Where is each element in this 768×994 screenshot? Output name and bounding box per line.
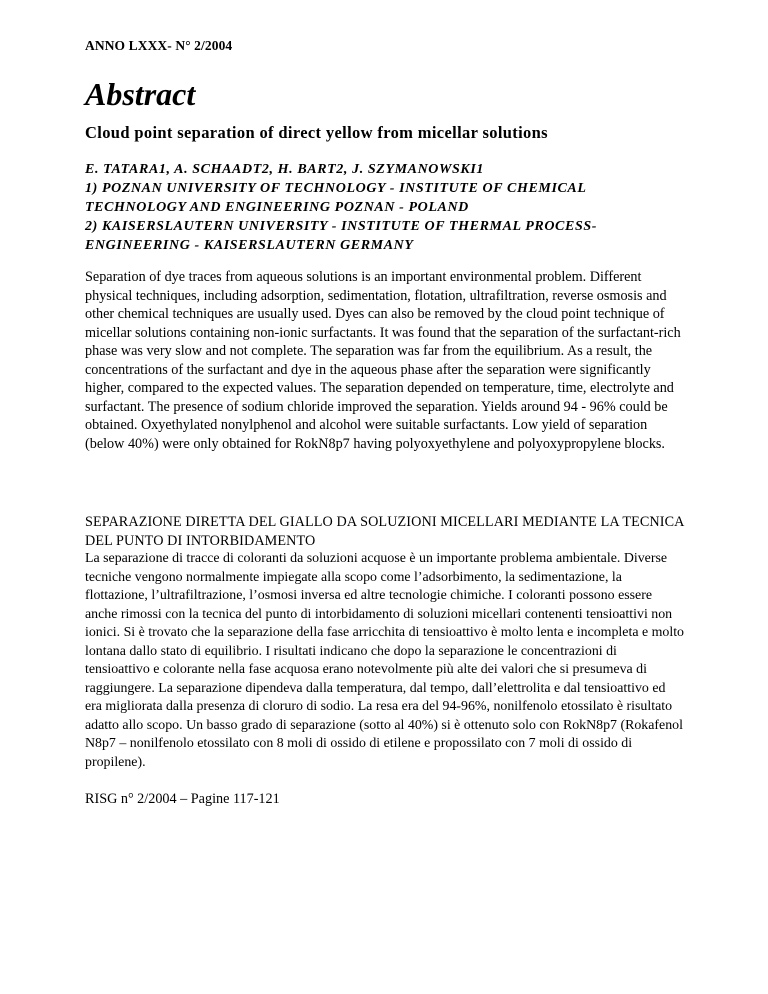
authors-block (85, 160, 685, 255)
issue-header: ANNO LXXX- N° 2/2004 (85, 38, 233, 53)
affiliation-line: ENGINEERING - KAISERSLAUTERN GERMANY (85, 238, 414, 253)
affiliation-line: TECHNOLOGY AND ENGINEERING POZNAN - POLAND (85, 200, 469, 215)
abstract-heading: Abstract (85, 76, 196, 112)
abstract-italian (85, 550, 685, 772)
abstract-english-text: Separation of dye traces from aqueous solutions is an important environmental problem. Different physical techniques, including adsorption, sedimentation, flotation, ultrafiltration, reverse osmosis and other chemical techniques are usually used. Dyes can also be removed by the cloud point technique of micellar solutions containing non-ionic surfactants. It was found that the separation of the surfactant-rich phase was very slow and not complete. The separation was far from the equilibrium. As a result, the concentrations of the surfactant and dye in the aqueous phase after the separation were significantly higher, compared to the expected values. The separation depended on temperature, time, electrolyte and surfactant. The presence of sodium chloride improved the separation. Yields around 94 - 96% could be obtained. Oxyethylated nonylphenol and alcohol were suitable surfactants. Low yield of separation (below 40%) were only obtained for RokN8p7 having polyoxyethylene and polyoxypropylene blocks. (85, 269, 681, 452)
abstract-english (85, 268, 685, 453)
affiliation-line: 1) POZNAN UNIVERSITY OF TECHNOLOGY - INSTITUTE OF CHEMICAL (85, 181, 587, 196)
italian-title: SEPARAZIONE DIRETTA DEL GIALLO DA SOLUZIONI MICELLARI MEDIANTE LA TECNICA DEL PUNTO DI INTORBIDAMENTO (85, 514, 684, 549)
paper-title: Cloud point separation of direct yellow from micellar solutions (85, 123, 548, 142)
abstract-italian-text: La separazione di tracce di coloranti da soluzioni acquose è un importante problema ambientale. Diverse tecniche vengono normalmente impiegate alla scopo come l’adsorbimento, la sedimentazione, la flottazione, l’ultrafiltrazione, l’osmosi inversa ed altre tecnologie chimiche. I coloranti possono essere anche rimossi con la tecnica del punto di intorbidamento di soluzioni micellari contenenti tensioattivi non ionici. Si è trovato che la separazione della fase arricchita di tensioattivo è molto lenta e incompleta e molto lontana dallo stato di equilibrio. I risultati indicano che dopo la separazione le concentrazioni di tensioattivo e colorante nella fase acquosa erano notevolmente più alte dei valori che si presumeva di raggiungere. La separazione dipendeva dalla temperatura, dal tempo, dall’elettrolita e dal tensioattivo ed era migliorata dalla presenza di cloruro di sodio. La resa era del 94-96%, nonilfenolo etossilato è risultato adatto allo scopo. Un basso grado di separazione (sotto al 40%) si è ottenuto solo con RokN8p7 (Rokafenol N8p7 – nonilfenolo etossilato con 8 moli di ossido di etilene e propossilato con 7 moli di ossido di propilene). (85, 551, 685, 770)
affiliation-line: 2) KAISERSLAUTERN UNIVERSITY - INSTITUTE OF THERMAL PROCESS- (85, 219, 597, 234)
author-names: E. TATARA1, A. SCHAADT2, H. BART2, J. SZYMANOWSKI1 (85, 162, 485, 177)
citation-footer: RISG n° 2/2004 – Pagine 117-121 (85, 791, 280, 807)
